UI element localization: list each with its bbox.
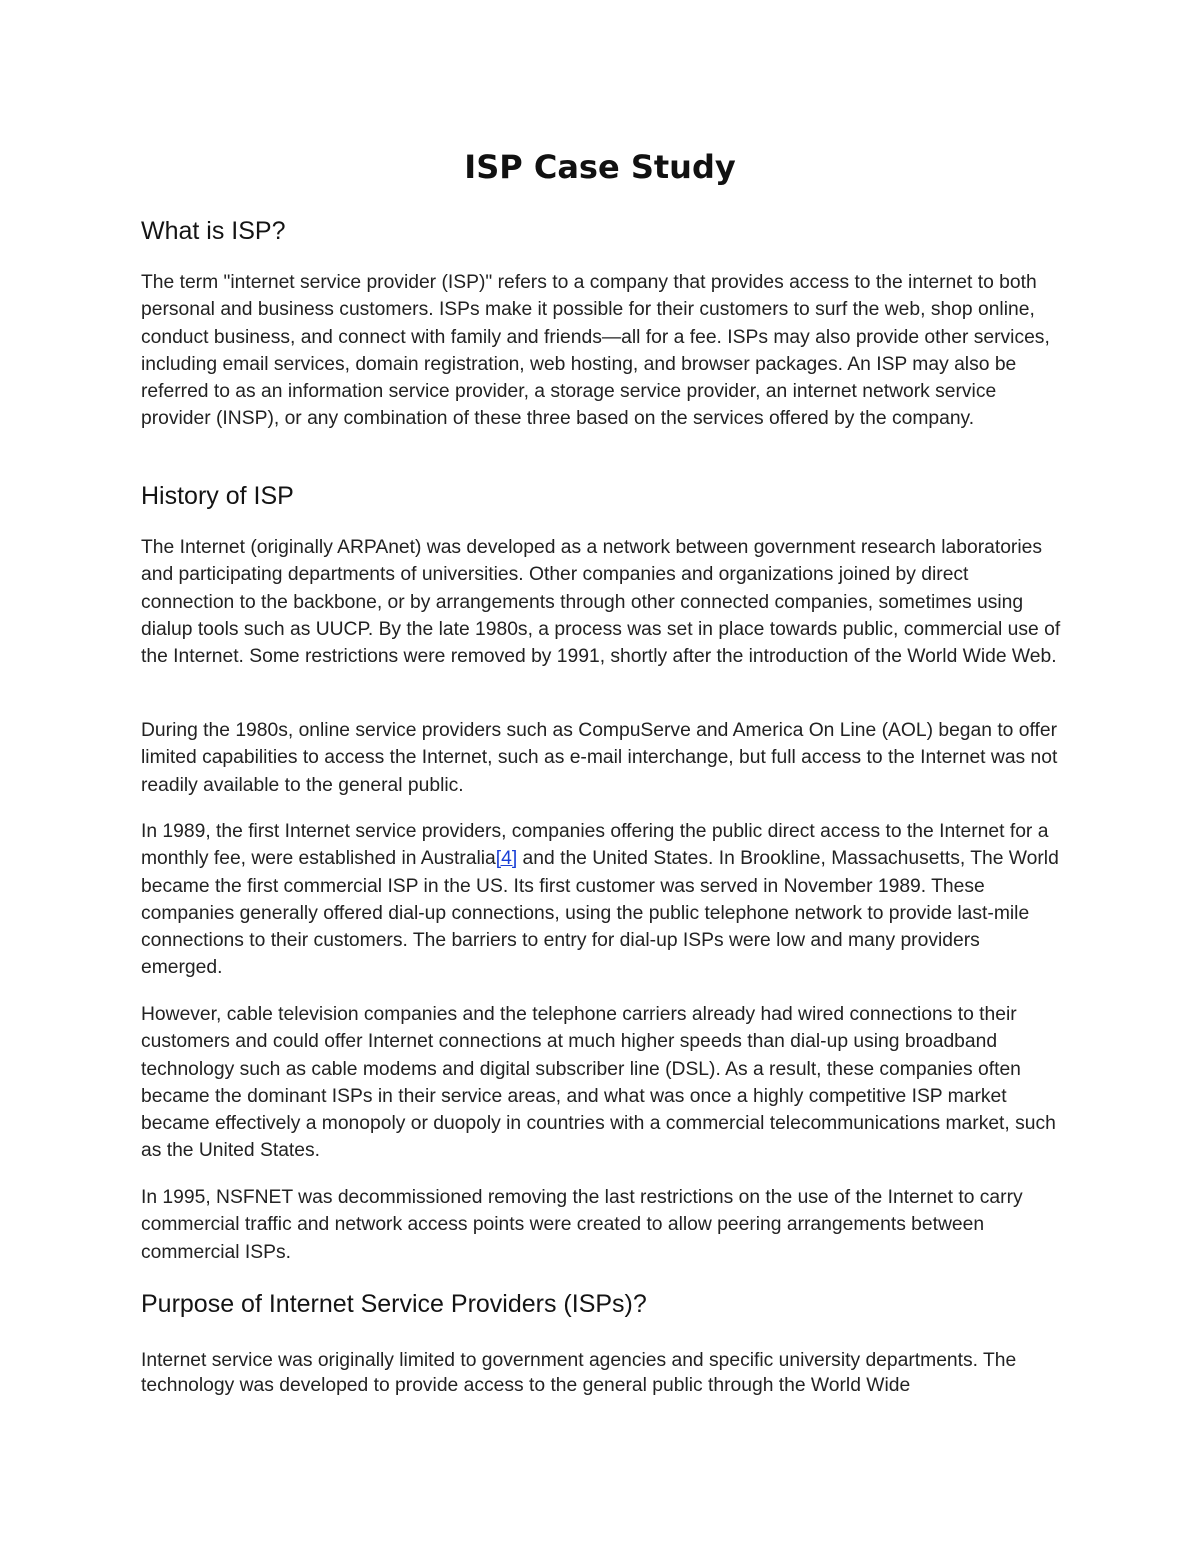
section-heading-history-of-isp: History of ISP bbox=[141, 482, 294, 510]
paragraph-history-nsfnet: In 1995, NSFNET was decommissioned removing the last restrictions on the use of the Internet to carry commercial traffic and network access points were created to allow peering arrangements between commercial ISPs. bbox=[141, 1187, 1023, 1263]
paragraph-text-after-citation: and the United States. In Brookline, Massachusetts, The World became the first commercial ISP in the US. Its first customer was served in November 1989. These companies generally offered dial-up connections, using the public telephone network to provide last-mile connections to their customers. The barriers to entry for dial-up ISPs were low and many providers emerged. bbox=[141, 848, 1059, 979]
citation-link-4[interactable]: [4] bbox=[495, 848, 518, 870]
section-heading-what-is-isp: What is ISP? bbox=[141, 217, 286, 245]
paragraph-isp-definition: The term "internet service provider (ISP)" refers to a company that provides access to the internet to both personal and business customers. ISPs make it possible for their customers to surf the web, shop online, conduct business, and connect with family and friends—all for a fee. ISPs may also provide other services, including email services, domain registration, web hosting, and browser packages. An ISP may also be referred to as an information service provider, a storage service provider, an internet network service provider (INSP), or any combination of these three based on the services offered by the company. bbox=[141, 272, 1050, 430]
paragraph-history-1980s: During the 1980s, online service providers such as CompuServe and America On Line (AOL) began to offer limited capabilities to access the Internet, such as e-mail interchange, but full access to the Internet was not readily available to the general public. bbox=[141, 720, 1058, 796]
paragraph-history-1989 bbox=[141, 818, 1061, 982]
paragraph-history-arpanet: The Internet (originally ARPAnet) was developed as a network between government research laboratories and participating departments of universities. Other companies and organizations joined by direct connection to the backbone, or by arrangements through other connected companies, sometimes using dialup tools such as UUCP. By the late 1980s, a process was set in place towards public, commercial use of the Internet. Some restrictions were removed by 1991, shortly after the introduction of the World Wide Web. bbox=[141, 537, 1061, 668]
paragraph-history-broadband: However, cable television companies and the telephone carriers already had wired connections to their customers and could offer Internet connections at much higher speeds than dial-up using broadband technology such as cable modems and digital subscriber line (DSL). As a result, these companies often became the dominant ISPs in their service areas, and what was once a highly competitive ISP market became effectively a monopoly or duopoly in countries with a commercial telecommunications market, such as the United States. bbox=[141, 1004, 1056, 1162]
paragraph-purpose-intro: Internet service was originally limited to government agencies and specific university departments. The technology was developed to provide access to the general public through the World Wide bbox=[141, 1350, 1017, 1396]
document-title: ISP Case Study bbox=[464, 148, 736, 186]
paragraph-text-before-citation: In 1989, the first Internet service providers, companies offering the public direct access to the Internet for a monthly fee, were established in Australia bbox=[141, 821, 1049, 870]
section-heading-purpose-of-isps: Purpose of Internet Service Providers (ISPs)? bbox=[141, 1290, 647, 1318]
